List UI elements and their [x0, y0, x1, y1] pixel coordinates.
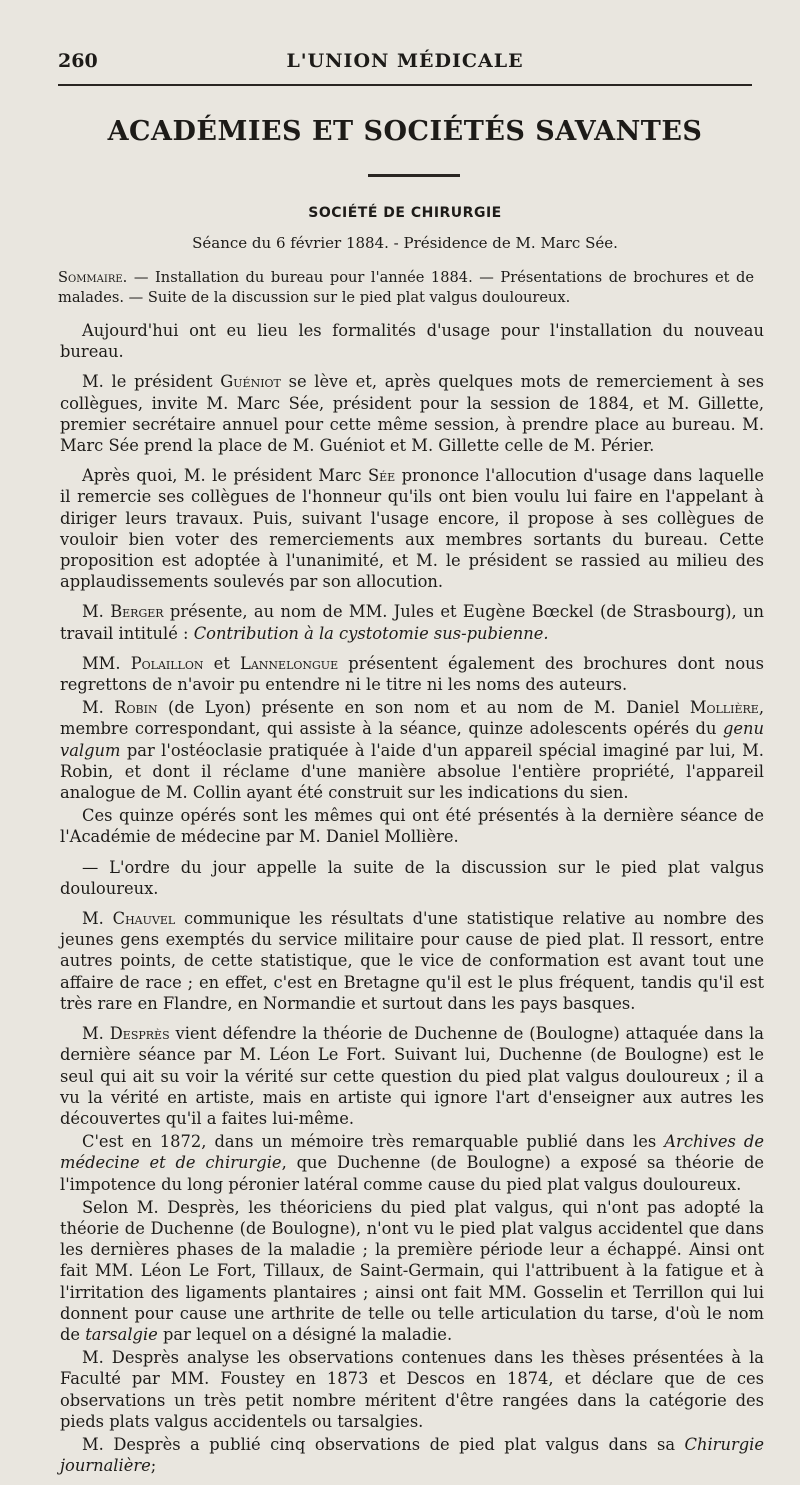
header-rule	[58, 84, 752, 86]
italic-text: Contribution à la cystotomie sus-pubienne.	[193, 623, 549, 643]
society-heading: SOCIÉTÉ DE CHIRURGIE	[308, 205, 502, 221]
paragraph-p8: — L'ordre du jour appelle la suite de la discussion sur le pied plat valgus douloureux.	[60, 857, 764, 898]
summary-label: Sommaire.	[58, 269, 128, 286]
text-run: vient défendre la théorie de Duchenne de (Boulogne) attaquée dans la dernière séance par M. Léon Le Fort. Suivant lui, Duchenne (de Boulogne) est le seul qui ait su voir la vérité sur cette question du pied plat valgus douloureux ; il a vu la vérité en artiste, mais en artiste qui ignore l'art d'enseigner aux autres les découvertes qu'il a faites lui-même.	[60, 1024, 764, 1128]
text-run: présentent également des brochures dont nous regrettons de n'avoir pu entendre ni le titre ni les noms des auteurs.	[60, 653, 764, 695]
text-run: C'est en 1872, dans un mémoire très remarquable publié dans les	[82, 1132, 665, 1152]
paragraph-p2	[60, 371, 764, 456]
paragraph-p10	[60, 1023, 764, 1129]
text-run: M.	[82, 698, 115, 718]
paragraph-p6	[60, 697, 764, 803]
text-run: , membre correspondant, qui assiste à la séance, quinze adolescents opérés du	[60, 698, 764, 739]
text-run: communique les résultats d'une statistique relative au nombre des jeunes gens exemptés du service militaire pour cause de pied plat. Il ressort, entre autres points, de cette statistique, que le vice de conformation est avant tout une affaire de race ; en effet, c'est en Bretagne qu'il est le plus fréquent, tandis qu'il est très rare en Flandre, en Normandie et surtout dans les pays basques.	[60, 909, 764, 1013]
section-title: ACADÉMIES ET SOCIÉTÉS SAVANTES	[107, 116, 703, 147]
italic-text: Archives de médecine et de chirurgie	[60, 1132, 764, 1173]
name-smallcaps: Polaillon	[130, 653, 204, 673]
paragraph-p5	[60, 653, 764, 695]
name-smallcaps: Robin	[114, 698, 158, 718]
text-run: se lève et, après quelques mots de remerciement à ses collègues, invite M. Marc Sée, président pour la session de 1884, et M. Gillette, premier secrétaire annuel pour cette même session, à prendre place au bureau. M. Marc Sée prend la place de M. Guéniot et M. Gillette celle de M. Périer.	[60, 372, 764, 456]
text-run: prononce l'allocution d'usage dans laquelle il remercie ses collègues de l'honneur qu'ils ont bien voulu lui faire en l'appelant à diriger leurs travaux. Puis, suivant l'usage encore, il propose à ses collègues de vouloir bien voter des remerciements aux membres sortants du bureau. Cette proposition est adoptée à l'unanimité, et M. le président se rassied au milieu des applaudissements soulevés par son allocution.	[60, 466, 764, 592]
name-smallcaps: Guéniot	[220, 372, 281, 392]
paragraph-p1: Aujourd'hui ont eu lieu les formalités d'usage pour l'installation du nouveau bureau.	[60, 321, 764, 362]
paragraph-p12	[60, 1197, 764, 1345]
name-smallcaps: Sée	[367, 466, 396, 486]
title-rule	[368, 174, 460, 177]
text-run: MM.	[82, 653, 131, 673]
text-run: par l'ostéoclasie pratiquée à l'aide d'un appareil spécial imaginé par lui, M. Robin, et dont il réclame d'une manière absolue l'entière propriété, l'appareil analogue de M. Collin ayant été construit sur les indications du sien.	[60, 740, 764, 803]
running-header	[58, 50, 752, 72]
name-smallcaps: Desprès	[109, 1024, 170, 1044]
text-run: M.	[82, 1024, 110, 1044]
name-smallcaps: Berger	[110, 602, 164, 622]
name-smallcaps: Lannelongue	[240, 653, 339, 673]
article-body	[60, 320, 764, 1485]
text-run: et	[203, 653, 241, 673]
italic-text: tarsalgie	[85, 1324, 158, 1344]
name-smallcaps: Mollière	[689, 698, 759, 718]
paragraph-p7: Ces quinze opérés sont les mêmes qui ont été présentés à la dernière séance de l'Académie de médecine par M. Daniel Mollière.	[60, 806, 764, 847]
paragraph-p4	[60, 601, 764, 643]
paragraph-p13: M. Desprès analyse les observations contenues dans les thèses présentées à la Faculté par MM. Foustey en 1873 et Descos en 1874, et déclare que de ces observations un très petit nombre méritent d'être rangées dans la catégorie des pieds plats valgus accidentels ou tarsalgies.	[60, 1348, 764, 1431]
text-run: M.	[82, 602, 111, 622]
text-run: Après quoi, M. le président Marc	[82, 466, 368, 486]
italic-text: genu valgum	[60, 719, 764, 760]
text-run: (de Lyon) présente en son nom et au nom de M. Daniel	[157, 698, 690, 718]
text-run: M.	[82, 909, 113, 929]
text-run: présente, au nom de MM. Jules et Eugène Bœckel (de Strasbourg), un travail intitulé :	[60, 602, 764, 643]
text-run: Selon M. Desprès, les théoriciens du pied plat valgus, qui n'ont pas adopté la théorie de Duchenne (de Boulogne), n'ont vu le pied plat valgus accidentel que dans les dernières phases de la maladie ; la première période leur a échappé. Ainsi ont fait MM. Léon Le Fort, Tillaux, de Saint-Germain, qui l'attribuent à la fatigue et à l'irritation des ligaments plantaires ; ainsi ont fait MM. Gosselin et Terrillon qui lui donnent pour cause une arthrite de telle ou telle articulation du tarse, d'où le nom de	[60, 1197, 764, 1344]
page-number: 260	[58, 50, 98, 72]
paragraph-p3	[60, 465, 764, 592]
seance-line: Séance du 6 février 1884. - Présidence de M. Marc Sée.	[192, 234, 618, 252]
text-run: par lequel on a désigné la maladie.	[157, 1324, 453, 1344]
text-run: M. le président	[82, 372, 221, 392]
summary-text: — Installation du bureau pour l'année 1884. — Présentations de brochures et de malades. — Suite de la discussion sur le pied plat valgus douloureux.	[58, 269, 754, 306]
text-run: M. Desprès a publié cinq observations de pied plat valgus dans sa	[82, 1434, 685, 1454]
paragraph-p14	[60, 1434, 764, 1476]
name-smallcaps: Chauvel	[112, 909, 176, 929]
journal-title: L'UNION MÉDICALE	[286, 50, 524, 72]
summary	[58, 268, 754, 308]
paragraph-p11	[60, 1131, 764, 1195]
text-run: , que Duchenne (de Boulogne) a exposé sa théorie de l'impotence du long péronier latéral comme cause du pied plat valgus douloureux.	[60, 1153, 765, 1194]
italic-text: Chirurgie journalière	[60, 1434, 764, 1476]
text-run: ;	[150, 1456, 157, 1476]
paragraph-p9	[60, 908, 764, 1014]
